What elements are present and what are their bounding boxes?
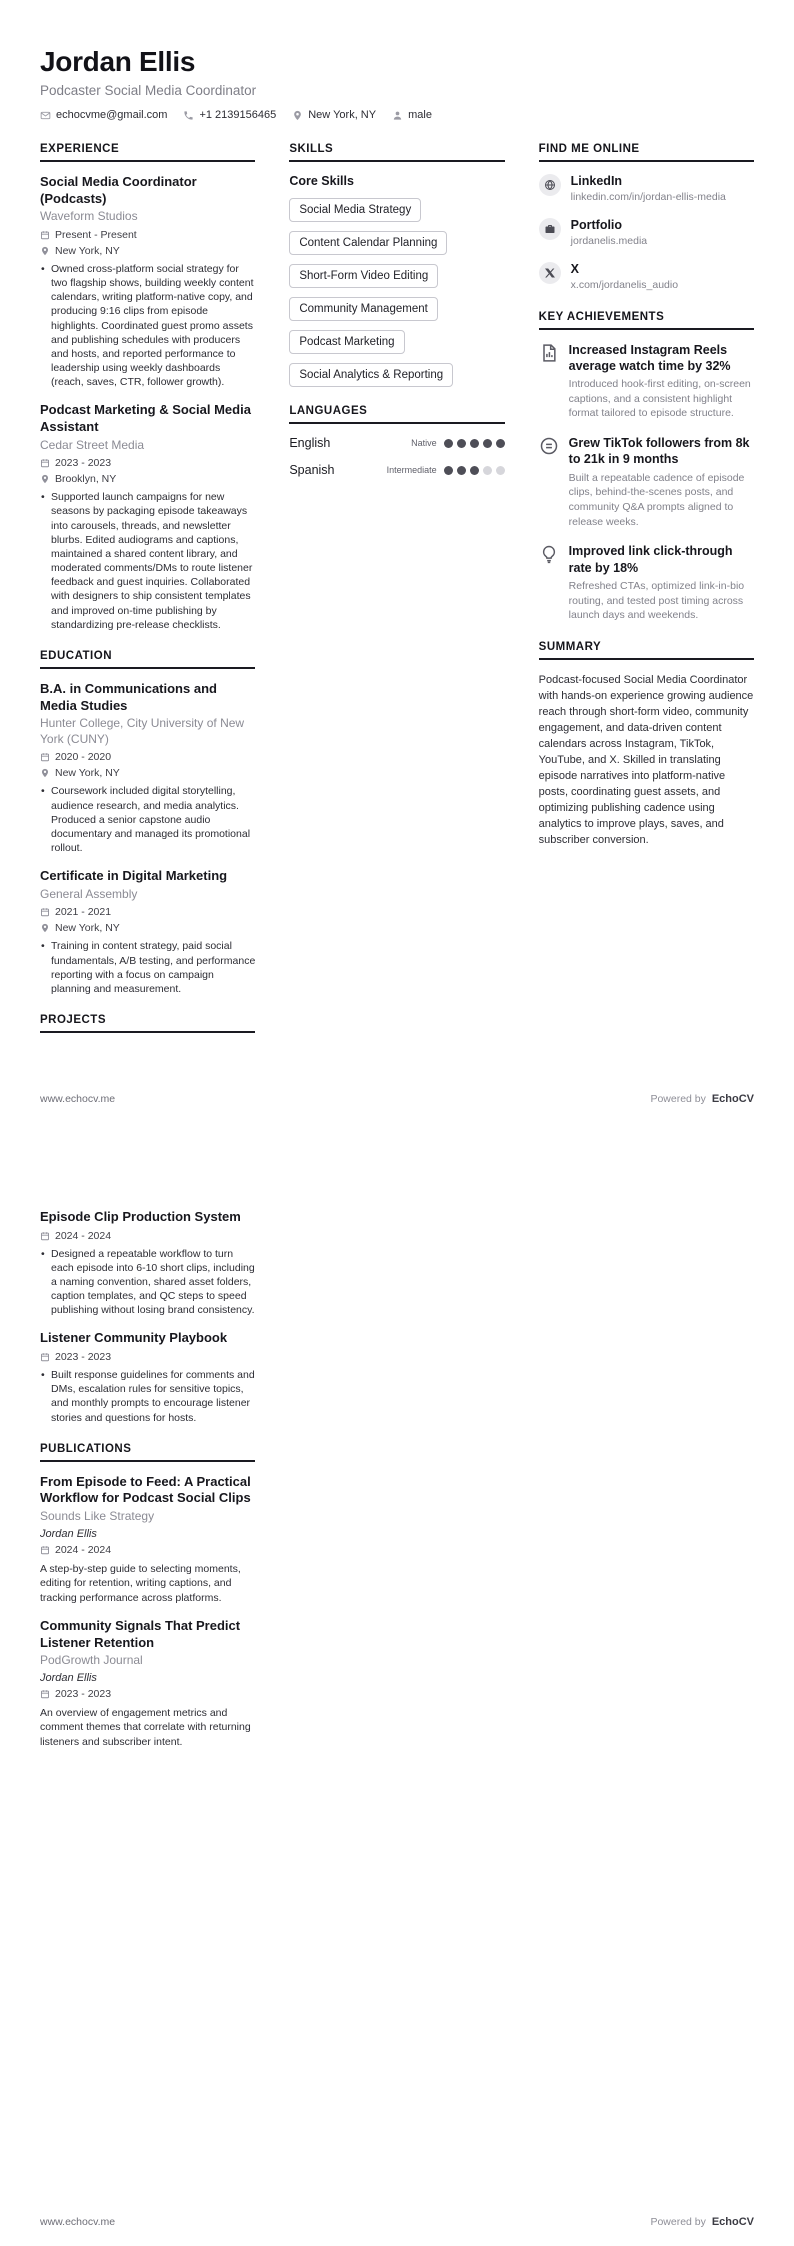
job-bullets <box>40 262 255 390</box>
location-pin-icon <box>40 923 50 933</box>
education-dates <box>40 906 255 918</box>
job-dates <box>40 457 255 469</box>
contact-row <box>40 109 754 121</box>
powered-by <box>650 2216 754 2228</box>
online-link-label: X <box>570 262 579 277</box>
job-location-text: Brooklyn, NY <box>55 473 117 486</box>
job-dates-text: Present - Present <box>55 228 137 241</box>
publication-description: A step-by-step guide to selecting moments, editing for retention, writing captions, and tracking performance across platforms. <box>40 1562 241 1604</box>
skill-pill: Social Analytics & Reporting <box>289 363 453 387</box>
languages-section <box>289 405 504 477</box>
language-name: English <box>289 436 331 450</box>
language-name: Spanish <box>289 463 335 477</box>
person-icon <box>392 110 403 121</box>
publication-description: An overview of engagement metrics and comment themes that correlate with returning listeners and subscriber intent. <box>40 1706 251 1748</box>
achievement-body <box>569 435 754 529</box>
publication-publisher: PodGrowth Journal <box>40 1653 143 1668</box>
online-link-label: Portfolio <box>570 218 623 233</box>
project-bullets <box>40 1368 255 1425</box>
online-link-portfolio[interactable] <box>539 218 754 248</box>
education-location <box>40 767 255 779</box>
language-row <box>289 463 504 477</box>
job-bullets <box>40 490 255 632</box>
skills-section <box>289 143 504 387</box>
online-link-body <box>571 174 726 204</box>
publication-dates-text: 2024 - 2024 <box>55 1543 112 1556</box>
education-location-text: New York, NY <box>55 767 120 780</box>
education-section-title: EDUCATION <box>40 650 255 669</box>
skill-pill: Short-Form Video Editing <box>289 264 438 288</box>
calendar-icon <box>40 1689 50 1699</box>
job-location-text: New York, NY <box>55 244 120 257</box>
education-dates-text: 2021 - 2021 <box>55 906 112 919</box>
project-title: Episode Clip Production System <box>40 1209 241 1224</box>
languages-section-title: LANGUAGES <box>289 405 504 424</box>
language-level-label: Intermediate <box>386 465 437 475</box>
project-dates-text: 2024 - 2024 <box>55 1229 112 1242</box>
location-pin-icon <box>292 110 303 121</box>
job-title: Podcast Marketing & Social Media Assistant <box>40 402 251 435</box>
project-item <box>40 1330 255 1424</box>
key-achievements-section <box>539 311 754 623</box>
contact-location <box>292 109 376 121</box>
calendar-icon <box>40 1231 50 1241</box>
publication-title: Community Signals That Predict Listener Retention <box>40 1618 241 1650</box>
projects-section-title: PROJECTS <box>40 1014 255 1033</box>
email-text: echocvme@gmail.com <box>56 109 168 121</box>
job-title: Social Media Coordinator (Podcasts) <box>40 174 197 206</box>
education-item <box>40 868 255 996</box>
middle-column <box>289 143 504 1051</box>
company-name: Cedar Street Media <box>40 437 145 452</box>
gender-text: male <box>408 109 432 121</box>
education-location-text: New York, NY <box>55 922 120 935</box>
summary-section-title: SUMMARY <box>539 641 754 660</box>
publication-author: Jordan Ellis <box>40 1671 97 1684</box>
achievement-title: Grew TikTok followers from 8k to 21k in 9 months <box>568 436 750 467</box>
projects-section <box>40 1014 255 1033</box>
projects-section-continued <box>40 1209 255 1425</box>
location-pin-icon <box>40 768 50 778</box>
achievement-description: Introduced hook-first editing, on-screen captions, and a consistent highlight format tailored to episode structure. <box>568 378 751 420</box>
key-achievements-section-title: KEY ACHIEVEMENTS <box>539 311 754 330</box>
echocv-brand: EchoCV <box>711 2216 754 2228</box>
education-bullets <box>40 939 255 996</box>
achievement-title: Increased Instagram Reels average watch time by 32% <box>568 342 731 373</box>
powered-by-text: Powered by <box>650 2216 706 2228</box>
powered-by-text: Powered by <box>650 1093 706 1105</box>
experience-section <box>40 143 255 632</box>
language-level-dots <box>444 466 505 475</box>
school-name: Hunter College, City University of New York (CUNY) <box>40 716 245 746</box>
left-column <box>40 1209 255 1767</box>
language-level <box>387 465 505 475</box>
calendar-icon <box>40 230 50 240</box>
publications-section <box>40 1443 255 1750</box>
summary-section <box>539 641 754 849</box>
education-dates <box>40 751 255 763</box>
location-pin-icon <box>40 246 50 256</box>
experience-section-title: EXPERIENCE <box>40 143 255 162</box>
page-footer <box>40 2216 754 2228</box>
find-me-online-section <box>539 143 754 293</box>
job-location <box>40 245 255 257</box>
project-title: Listener Community Playbook <box>40 1330 228 1346</box>
bullet-point: • Supported launch campaigns for new seasons by packaging episode takeaways into carousels, threads, and newsletter blurbs. Edited audiograms and captions, maintained a shared content library, and moderated comments/DMs to route listener feedback and guest inquiries. Collaborated with designers to ship consistent templates and improved on-time publishing by standardizing pre-release checklists. <box>40 490 255 632</box>
page1-columns <box>40 143 754 1051</box>
right-column <box>539 143 754 1051</box>
project-item <box>40 1209 255 1317</box>
language-row <box>289 436 504 450</box>
language-level-label: Native <box>411 438 437 448</box>
publication-item <box>40 1474 255 1605</box>
experience-item <box>40 402 255 632</box>
publication-title: From Episode to Feed: A Practical Workflow for Podcast Social Clips <box>40 1473 251 1506</box>
online-link-linkedin[interactable] <box>539 174 754 204</box>
publications-section-title: PUBLICATIONS <box>40 1443 255 1462</box>
x-logo-icon <box>539 262 561 284</box>
education-section <box>40 650 255 996</box>
globe-icon <box>539 174 561 196</box>
publication-dates <box>40 1544 255 1556</box>
online-link-url[interactable]: x.com/jordanelis_audio <box>570 279 679 292</box>
degree-title: Certificate in Digital Marketing <box>40 868 228 884</box>
achievement-description: Built a repeatable cadence of episode clips, behind-the-scenes posts, and community Q&A prompts aligned to release weeks. <box>568 471 745 528</box>
skills-group-label: Core Skills <box>289 174 354 188</box>
resume-header <box>40 46 754 121</box>
contact-gender <box>392 109 432 121</box>
education-location <box>40 922 255 934</box>
achievement-item <box>539 342 754 422</box>
education-dates-text: 2020 - 2020 <box>55 751 112 764</box>
left-column <box>40 143 255 1051</box>
degree-title: B.A. in Communications and Media Studies <box>40 680 217 713</box>
skill-pill: Social Media Strategy <box>289 198 421 222</box>
skill-pill: Community Management <box>289 297 437 321</box>
publication-publisher: Sounds Like Strategy <box>40 1509 155 1524</box>
bullet-point: • Designed a repeatable workflow to turn each episode into 6-10 short clips, including a naming convention, shared asset folders, caption templates, and QC steps to speed publishing without losing brand consistency. <box>40 1247 255 1318</box>
circle-list-icon <box>539 436 559 456</box>
calendar-icon <box>40 907 50 917</box>
experience-item <box>40 174 255 389</box>
powered-by <box>650 1093 754 1105</box>
language-level <box>411 438 505 448</box>
online-link-body <box>571 218 647 248</box>
online-link-url[interactable]: jordanelis.media <box>570 235 648 248</box>
job-dates-text: 2023 - 2023 <box>55 457 112 470</box>
education-bullets <box>40 784 255 855</box>
school-name: General Assembly <box>40 886 138 901</box>
candidate-name: Jordan Ellis <box>40 46 196 77</box>
achievement-description: Refreshed CTAs, optimized link-in-bio routing, and tested post timing across launch days and weekends. <box>568 579 745 622</box>
find-me-online-section-title: FIND ME ONLINE <box>539 143 754 162</box>
online-link-label: LinkedIn <box>570 174 623 188</box>
briefcase-icon <box>539 218 561 240</box>
project-dates <box>40 1351 255 1363</box>
job-dates <box>40 229 255 241</box>
skill-pill: Podcast Marketing <box>289 330 404 354</box>
resume-page-2 <box>0 1123 794 2246</box>
lightbulb-icon <box>539 544 559 564</box>
phone-text: +1 2139156465 <box>199 109 277 121</box>
online-link-x[interactable] <box>539 262 754 292</box>
company-name: Waveform Studios <box>40 209 138 224</box>
job-location <box>40 473 255 485</box>
achievement-item <box>539 435 754 529</box>
publication-dates-text: 2023 - 2023 <box>55 1687 112 1700</box>
middle-column <box>289 1209 504 1767</box>
bullet-point: • Coursework included digital storytelling, audience research, and media analytics. Produced a senior capstone audio documentary and managed its promotional rollout. <box>40 784 255 855</box>
achievement-title: Improved link click-through rate by 18% <box>568 544 733 575</box>
calendar-icon <box>40 752 50 762</box>
project-dates-text: 2023 - 2023 <box>55 1351 112 1364</box>
contact-phone[interactable] <box>183 109 276 121</box>
calendar-icon <box>40 1352 50 1362</box>
bullet-point: • Built response guidelines for comments and DMs, escalation rules for sensitive topics, and monthly prompts to encourage listener stories and questions for hosts. <box>40 1368 255 1425</box>
skills-section-title: SKILLS <box>289 143 504 162</box>
right-column <box>539 1209 754 1767</box>
location-text: New York, NY <box>308 109 377 121</box>
online-link-body <box>571 262 678 292</box>
document-chart-icon <box>539 343 559 363</box>
contact-email[interactable] <box>40 109 167 121</box>
project-dates <box>40 1230 255 1242</box>
publication-item <box>40 1618 255 1749</box>
education-item <box>40 681 255 855</box>
project-bullets <box>40 1247 255 1318</box>
online-link-url[interactable]: linkedin.com/in/jordan-ellis-media <box>570 191 726 203</box>
phone-icon <box>183 110 194 121</box>
bullet-point: • Owned cross-platform social strategy for two flagship shows, building weekly content calendars, writing platform-native copy, and producing 9:16 clips from episode highlights. Coordinated guest promo assets and publishing schedules with producers and hosts, and reported performance to leadership using weekly dashboards (reach, saves, CTR, follower growth). <box>40 262 255 390</box>
summary-text: Podcast-focused Social Media Coordinator with hands-on experience growing audience reach through short-form video, community engagement, and data-driven content calendars across Instagram, TikTok, YouTube, and X. Skilled in translating episode narratives into platform-native posts, coordinating guest assets, and optimizing publishing cadence using analytics to improve plays, saves, and subscriber conversion. <box>538 673 754 847</box>
footer-site-link[interactable]: www.echocv.me <box>40 1093 116 1105</box>
calendar-icon <box>40 458 50 468</box>
calendar-icon <box>40 1545 50 1555</box>
location-pin-icon <box>40 474 50 484</box>
achievement-item <box>539 543 754 623</box>
echocv-brand: EchoCV <box>711 1093 754 1105</box>
publication-dates <box>40 1688 255 1700</box>
skill-pill: Content Calendar Planning <box>289 231 447 255</box>
candidate-headline: Podcaster Social Media Coordinator <box>40 83 257 98</box>
mail-icon <box>40 110 51 121</box>
bullet-point: • Training in content strategy, paid social fundamentals, A/B testing, and performance reporting with a focus on campaign planning and measurement. <box>40 939 255 996</box>
achievement-body <box>569 543 754 623</box>
achievement-body <box>569 342 754 422</box>
footer-site-link[interactable]: www.echocv.me <box>40 2216 116 2228</box>
page2-columns <box>40 1209 754 1767</box>
language-level-dots <box>444 439 505 448</box>
publication-author: Jordan Ellis <box>40 1527 97 1540</box>
page-footer <box>40 1093 754 1105</box>
